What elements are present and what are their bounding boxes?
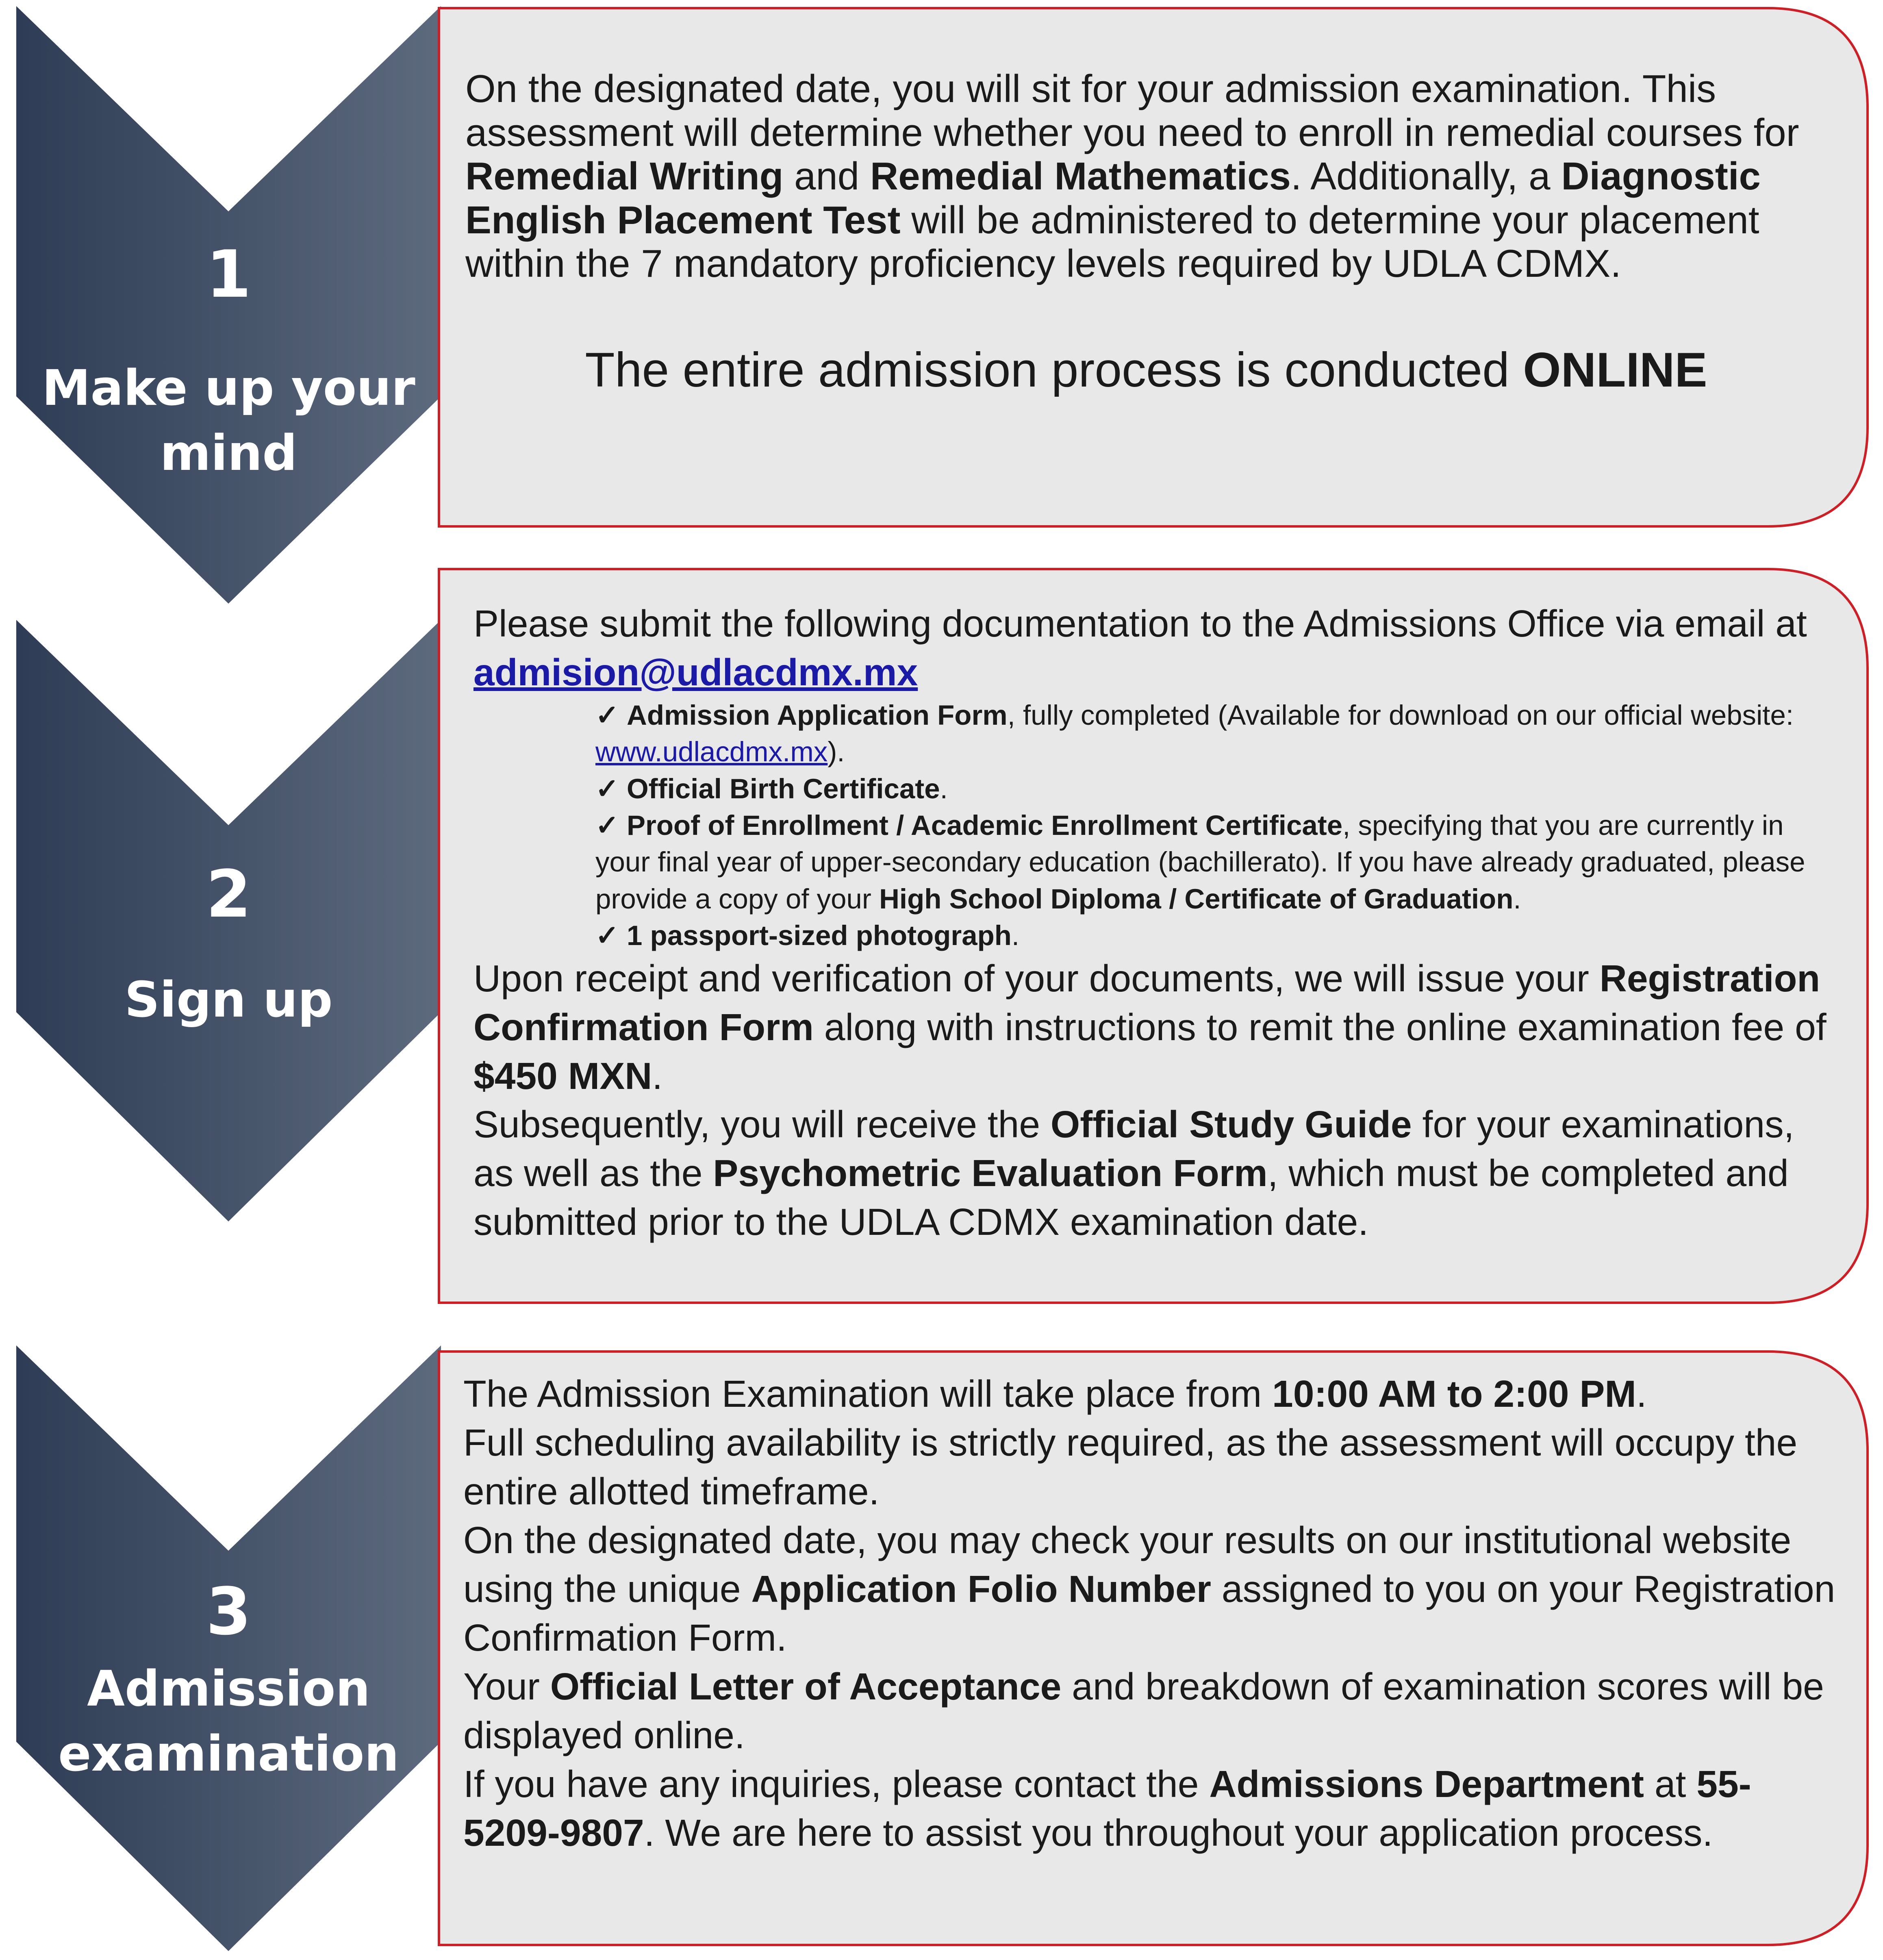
results-line: On the designated date, you may check your results on our institutional website using the unique Application Folio Number assigned to you on your Registration Confirmation Form. (463, 1519, 1835, 1659)
check-icon: ✓ (595, 699, 619, 731)
step-label: Sign up (124, 972, 333, 1028)
admissions-email-link[interactable]: admision@udlacdmx.mx (473, 651, 918, 693)
step-label: mind (160, 425, 298, 482)
registration-paragraph: Upon receipt and verification of your documents, we will issue your Registration Confirmation Form along with instructions to remit the online examination fee of $450 MXN. (473, 957, 1827, 1097)
step-number: 1 (206, 236, 252, 312)
list-item: ✓ 1 passport-sized photograph. (595, 920, 1020, 952)
step-2-panel (437, 567, 1870, 1305)
panel-3-text (463, 1370, 1837, 1858)
step-3-chevron (16, 1345, 441, 1951)
check-icon: ✓ (595, 920, 619, 952)
step-1-chevron (16, 6, 441, 604)
documents-checklist (595, 697, 1839, 954)
check-icon: ✓ (595, 810, 619, 841)
website-link[interactable]: www.udlacdmx.mx (595, 736, 828, 768)
step-2-chevron (16, 620, 441, 1221)
exam-time-line: The Admission Examination will take place from 10:00 AM to 2:00 PM. (463, 1373, 1647, 1415)
submission-intro: Please submit the following documentation to the Admissions Office via email at admision@udlacdmx.mx (473, 602, 1807, 693)
check-icon: ✓ (595, 773, 619, 804)
phone-number: 55-5209-9807 (463, 1762, 1751, 1854)
contact-line: If you have any inquiries, please contact the Admissions Department at 55-5209-9807. We are here to assist you throughout your application process. (463, 1762, 1751, 1854)
step-number: 3 (206, 1573, 252, 1649)
step-label: Admission (87, 1661, 370, 1717)
step-number: 2 (206, 856, 252, 932)
acceptance-line: Your Official Letter of Acceptance and breakdown of examination scores will be displayed online. (463, 1665, 1824, 1756)
list-item: ✓ Admission Application Form, fully completed (Available for download on our official website: www.udlacdmx.mx). (595, 699, 1794, 768)
panel-2-text (473, 600, 1839, 1247)
online-statement: The entire admission process is conducted ONLINE (585, 342, 1707, 397)
exam-time: 10:00 AM to 2:00 PM (1272, 1373, 1636, 1415)
availability-line: Full scheduling availability is strictly required, as the assessment will occupy the entire allotted timeframe. (463, 1421, 1798, 1512)
list-item: ✓ Official Birth Certificate. (595, 773, 948, 804)
step-label: examination (58, 1726, 399, 1782)
step-1-panel (437, 6, 1870, 528)
step-3-panel (437, 1349, 1870, 1947)
list-item: ✓ Proof of Enrollment / Academic Enrollment Certificate, specifying that you are currently in your final year of upper-secondary education (bachillerato). If you have already graduated, please provide a copy of your High School Diploma / Certificate of Graduation. (595, 810, 1805, 915)
panel-1-paragraph: On the designated date, you will sit for your admission examination. This assessment will determine whether you need to enroll in remedial courses for Remedial Writing and Remedial Mathematics. Additionally, a Diagnostic English Placement Test will be administered to determine your placement within the 7 mandatory proficiency levels required by UDLA CDMX. (465, 67, 1799, 286)
study-guide-paragraph: Subsequently, you will receive the Official Study Guide for your examinations, as well as the Psychometric Evaluation Form, which must be completed and submitted prior to the UDLA CDMX examination date. (473, 1103, 1794, 1243)
step-label: Make up your (42, 360, 415, 417)
panel-1-text (465, 67, 1827, 397)
exam-fee: $450 MXN (473, 1054, 652, 1097)
